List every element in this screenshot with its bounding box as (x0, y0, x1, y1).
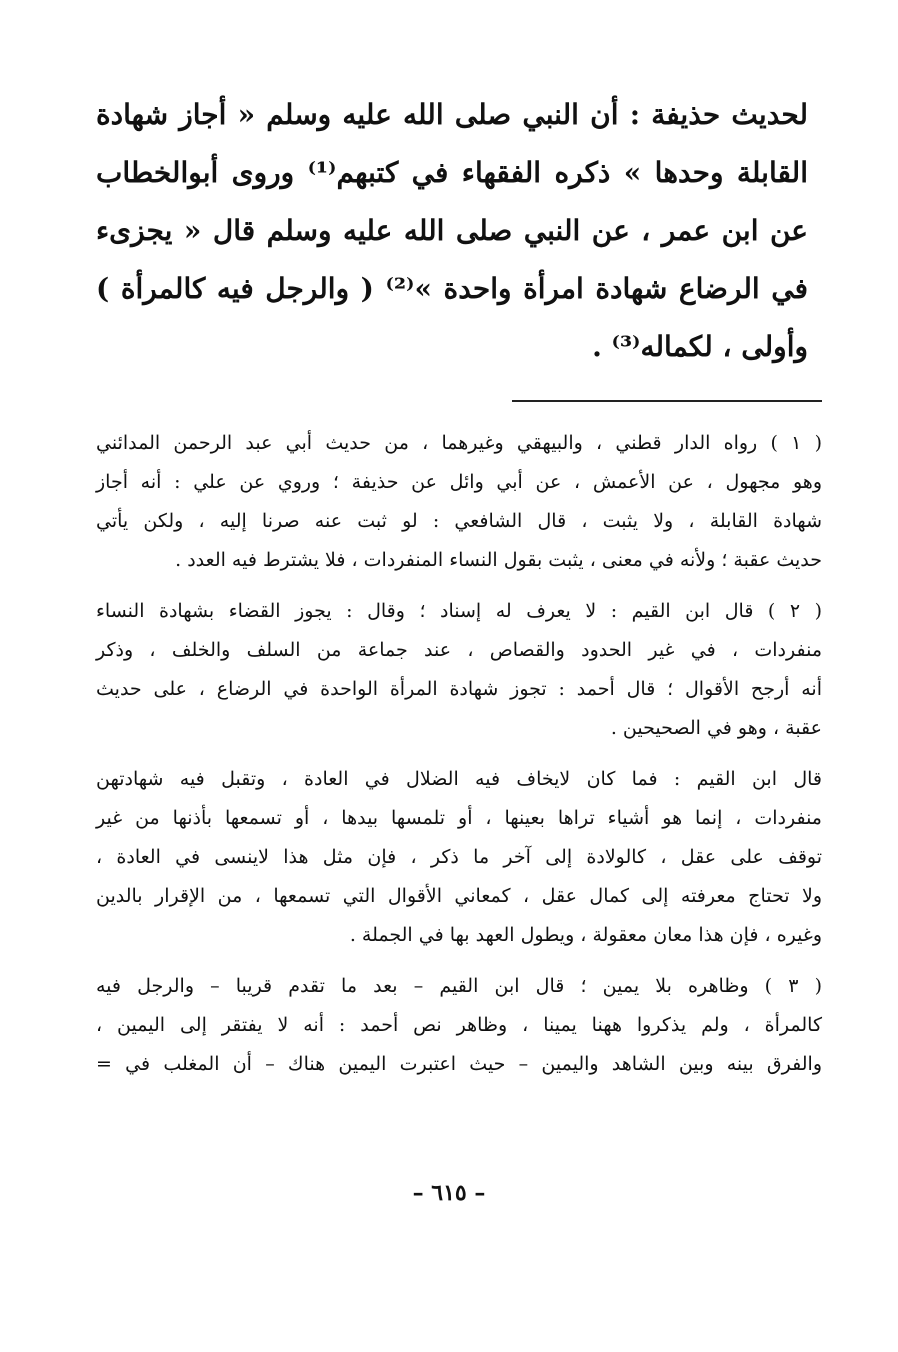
footnote-3 (96, 967, 822, 1084)
main-text-line: وأولى ، لكماله⁽³⁾ . (592, 330, 808, 363)
footnote-line: وهو مجهول ، عن الأعمش ، عن أبي وائل عن حذيفة ؛ وروي عن علي : أنه أجاز (96, 471, 822, 493)
footnote-line: منفردات ، في غير الحدود والقصاص ، عند جماعة من السلف والخلف ، وذكر (96, 639, 822, 661)
main-text-line: القابلة وحدها » ذكره الفقهاء في كتبهم⁽¹⁾ وروى أبوالخطاب (96, 156, 808, 189)
footnote-line: منفردات ، إنما هو أشياء تراها بعينها ، أو تلمسها بيدها ، أو تسمعها بأذنها من غير (96, 807, 822, 829)
footnote-2 (96, 592, 822, 748)
footnotes (96, 424, 822, 1096)
footnote-line: وغيره ، فإن هذا معان معقولة ، ويطول العهد بها في الجملة . (349, 924, 822, 946)
main-text (96, 86, 808, 376)
footnote-line: أنه أرجح الأقوال ؛ قال أحمد : تجوز شهادة المرأة الواحدة في الرضاع ، على حديث (96, 678, 822, 700)
footnote-separator (512, 400, 822, 402)
page-number: – ٦١٥ – (412, 1180, 486, 1206)
footnote-line: ( ٢ ) قال ابن القيم : لا يعرف له إسناد ؛ وقال : يجوز القضاء بشهادة النساء (96, 600, 823, 622)
main-text-line: في الرضاع شهادة امرأة واحدة »⁽²⁾ ( والرجل فيه كالمرأة ) (96, 272, 809, 305)
footnote-line: ( ١ ) رواه الدار قطني ، والبيهقي وغيرهما ، من حديث أبي عبد الرحمن المدائني (96, 432, 823, 454)
footnote-line: توقف على عقل ، كالولادة إلى آخر ما ذكر ، فإن مثل هذا لاينسى في العادة ، (96, 846, 822, 868)
footnote-line: كالمرأة ، ولم يذكروا ههنا يمينا ، وظاهر نص أحمد : أنه لا يفتقر إلى اليمين ، (96, 1014, 822, 1036)
footnote-line: والفرق بينه وبين الشاهد واليمين – حيث اعتبرت اليمين هناك – أن المغلب في = (96, 1053, 822, 1075)
main-text-line: لحديث حذيفة : أن النبي صلى الله عليه وسلم « أجاز شهادة (96, 98, 808, 131)
footnote-1 (96, 424, 822, 580)
footnote-line: ( ٣ ) وظاهره بلا يمين ؛ قال ابن القيم – بعد ما تقدم قريبا – والرجل فيه (96, 975, 822, 997)
footnote-line: قال ابن القيم : فما كان لايخاف فيه الضلال في العادة ، وتقبل فيه شهادتهن (96, 768, 822, 790)
footnote-line: عقبة ، وهو في الصحيحين . (610, 717, 822, 739)
footnote-line: ولا تحتاج معرفته إلى كمال عقل ، كمعاني الأقوال التي تسمعها ، من الإقرار بالدين (96, 885, 822, 907)
footnote-2-continuation (96, 760, 822, 955)
footnote-line: حديث عقبة ؛ ولأنه في معنى ، يثبت بقول النساء المنفردات ، فلا يشترط فيه العدد . (175, 549, 822, 571)
main-text-line: عن ابن عمر ، عن النبي صلى الله عليه وسلم قال « يجزىء (96, 214, 808, 247)
footnote-line: شهادة القابلة ، ولا يثبت ، قال الشافعي : لو ثبت عنه صرنا إليه ، ولكن يأتي (96, 510, 822, 532)
